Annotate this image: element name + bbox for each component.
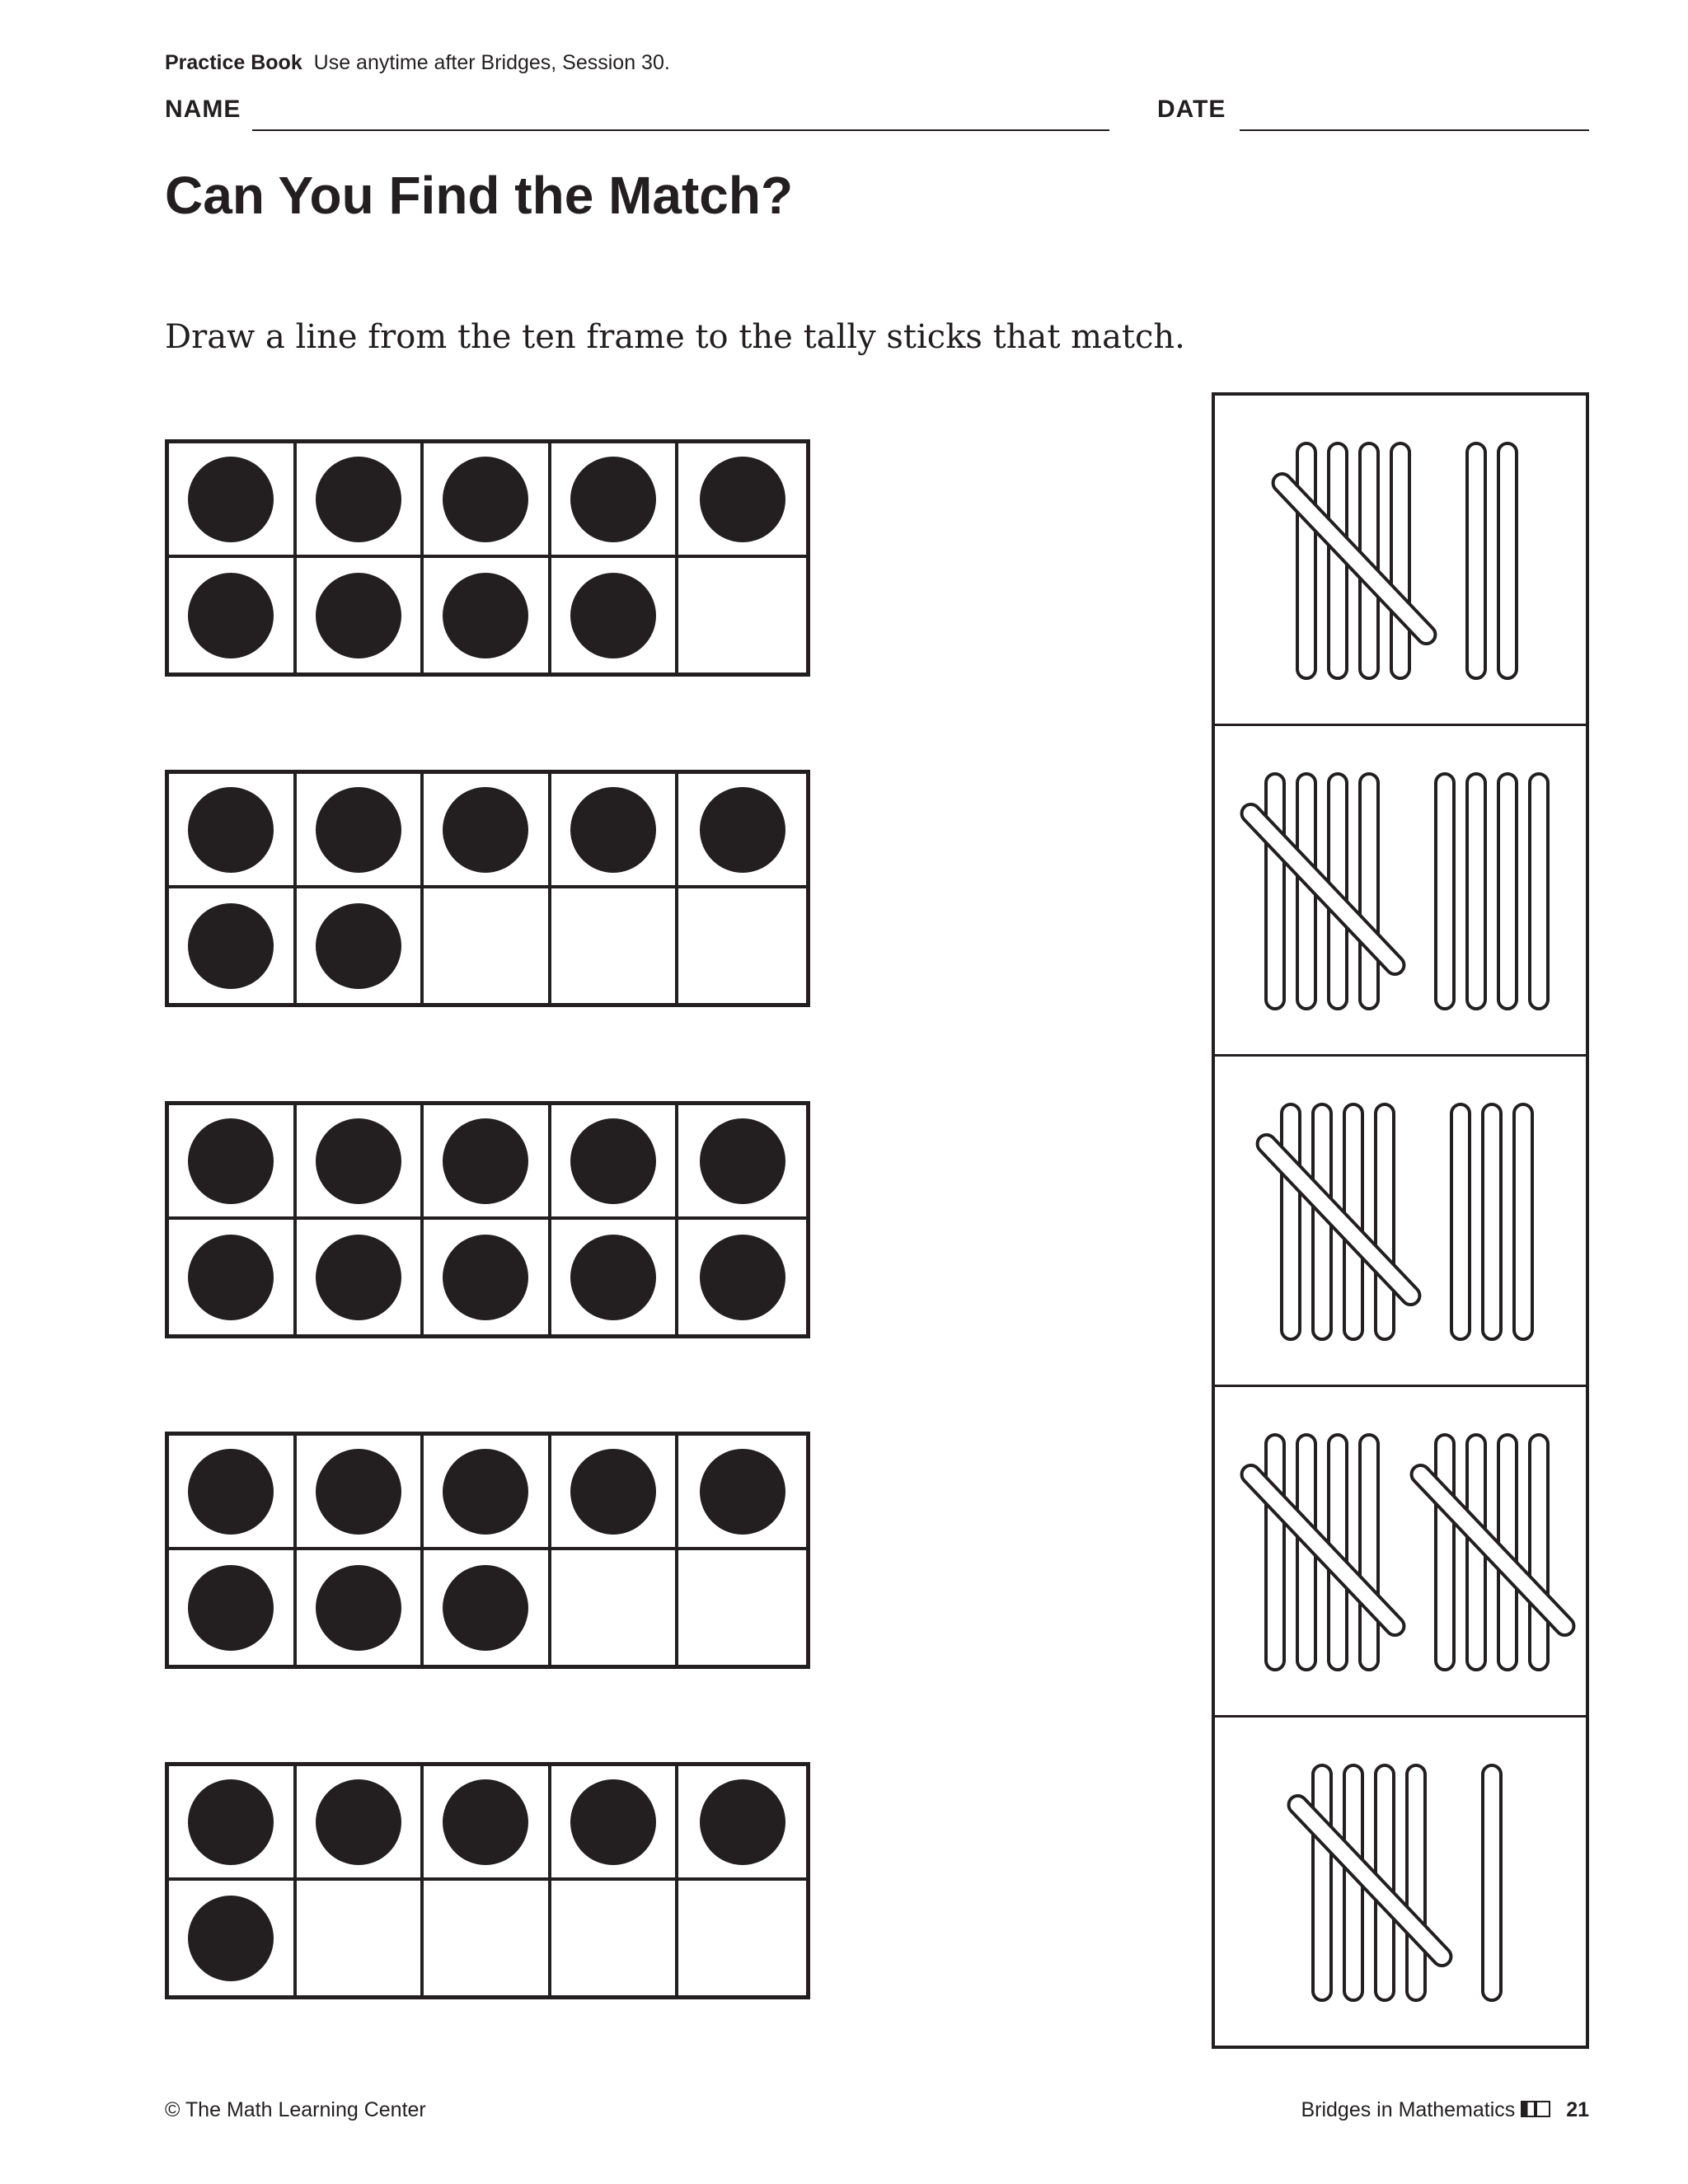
tally-slash: [1238, 800, 1408, 977]
tally-slash: [1285, 1792, 1455, 1969]
counter-dot: [316, 457, 401, 542]
ten-frame-cell: [551, 888, 679, 1003]
counter-dot: [570, 1449, 656, 1535]
ten-frame-cell: [297, 1220, 424, 1334]
ten-frame-cell: [678, 888, 806, 1003]
ten-frame-cell: [551, 1766, 679, 1881]
ten-frame-cell: [551, 1436, 679, 1550]
ten-frame-cell: [169, 774, 297, 888]
ten-frame-cell: [678, 558, 806, 673]
ten-frame-cell: [297, 774, 424, 888]
tally-sticks: [1215, 726, 1586, 1057]
counter-dot: [316, 1235, 401, 1320]
tally-stick: [1514, 1104, 1532, 1339]
tally-stick: [1467, 774, 1485, 1009]
counter-dot: [188, 1565, 274, 1651]
ten-frame-cell: [169, 1436, 297, 1550]
ten-frame[interactable]: [165, 770, 810, 1007]
tally-column: [1212, 392, 1589, 2049]
counter-dot: [316, 787, 401, 873]
counter-dot: [188, 1118, 274, 1204]
tally-stick: [1467, 443, 1485, 678]
ten-frame-cell: [678, 1550, 806, 1665]
tally-box[interactable]: [1215, 1718, 1586, 2048]
tally-stick: [1376, 1104, 1394, 1339]
series-name: Bridges in Mathematics: [1301, 2098, 1516, 2121]
tally-sticks: [1215, 396, 1586, 726]
counter-dot: [316, 573, 401, 658]
counter-dot: [188, 1896, 274, 1981]
ten-frame-cell: [551, 1550, 679, 1665]
counter-dot: [700, 1779, 785, 1865]
ten-frame-cell: [678, 774, 806, 888]
tally-stick: [1313, 1765, 1331, 2000]
ten-frame-cell: [297, 888, 424, 1003]
tally-box[interactable]: [1215, 1387, 1586, 1718]
tally-stick: [1360, 774, 1378, 1009]
tally-stick: [1297, 443, 1315, 678]
counter-dot: [188, 903, 274, 989]
ten-frame-cell: [424, 1881, 551, 1995]
counter-dot: [443, 1779, 528, 1865]
counter-dot: [700, 787, 785, 873]
ten-frame-cell: [297, 1881, 424, 1995]
book-label: Practice Book: [165, 51, 302, 74]
tally-stick: [1436, 1435, 1454, 1670]
tally-stick: [1483, 1765, 1501, 2000]
ten-frame-cell: [678, 1766, 806, 1881]
ten-frame-cell: [424, 888, 551, 1003]
tally-sticks: [1215, 1387, 1586, 1718]
ten-frame-cell: [297, 443, 424, 558]
name-label: NAME: [165, 96, 241, 123]
ten-frame-cell: [424, 1436, 551, 1550]
counter-dot: [443, 787, 528, 873]
tally-stick: [1530, 774, 1548, 1009]
tally-stick: [1530, 1435, 1548, 1670]
tally-sticks: [1215, 1057, 1586, 1387]
ten-frame-cell: [424, 1220, 551, 1334]
counter-dot: [316, 1118, 401, 1204]
tally-slash: [1408, 1461, 1578, 1638]
ten-frame[interactable]: [165, 1762, 810, 1999]
tally-box[interactable]: [1215, 396, 1586, 726]
ten-frame-cell: [678, 443, 806, 558]
tally-stick: [1360, 1435, 1378, 1670]
counter-dot: [570, 573, 656, 658]
ten-frame-cell: [169, 1550, 297, 1665]
counter-dot: [316, 903, 401, 989]
counter-dot: [316, 1449, 401, 1535]
counter-dot: [443, 457, 528, 542]
book-note: Use anytime after Bridges, Session 30.: [313, 51, 670, 74]
date-label: DATE: [1157, 96, 1226, 123]
ten-frame-cell: [297, 1105, 424, 1220]
ten-frame[interactable]: [165, 439, 810, 677]
counter-dot: [443, 1118, 528, 1204]
counter-dot: [700, 1118, 785, 1204]
tally-stick: [1498, 774, 1517, 1009]
ten-frame-cell: [424, 443, 551, 558]
ten-frame-cell: [551, 443, 679, 558]
tally-stick: [1483, 1104, 1501, 1339]
ten-frame-cell: [169, 1220, 297, 1334]
ten-frame-cell: [678, 1436, 806, 1550]
ten-frame-cell: [424, 1550, 551, 1665]
header-practice-book: [165, 51, 670, 75]
tally-slash: [1254, 1131, 1423, 1308]
ten-frame-cell: [678, 1105, 806, 1220]
counter-dot: [700, 457, 785, 542]
ten-frame-cell: [551, 558, 679, 673]
tally-stick: [1391, 443, 1409, 678]
page-title: Can You Find the Match?: [165, 166, 794, 225]
counter-dot: [443, 1565, 528, 1651]
counter-dot: [188, 787, 274, 873]
instructions: Draw a line from the ten frame to the tally sticks that match.: [165, 318, 1185, 356]
tally-stick: [1266, 774, 1284, 1009]
date-field[interactable]: [1240, 129, 1589, 131]
page-number: 21: [1566, 2098, 1589, 2121]
ten-frame-cell: [169, 888, 297, 1003]
ten-frame-cell: [169, 1766, 297, 1881]
counter-dot: [570, 1779, 656, 1865]
tally-slash: [1238, 1461, 1408, 1638]
tally-stick: [1436, 774, 1454, 1009]
ten-frame-cell: [424, 774, 551, 888]
ten-frame-cell: [169, 1105, 297, 1220]
counter-dot: [570, 787, 656, 873]
ten-frame[interactable]: [165, 1432, 810, 1669]
ten-frame-cell: [169, 558, 297, 673]
counter-dot: [443, 1449, 528, 1535]
name-field[interactable]: [252, 129, 1109, 131]
tally-stick: [1498, 443, 1517, 678]
counter-dot: [443, 573, 528, 658]
counter-dot: [188, 1235, 274, 1320]
ten-frame-cell: [297, 558, 424, 673]
ten-frame-cell: [551, 1881, 679, 1995]
counter-dot: [188, 457, 274, 542]
tally-stick: [1282, 1104, 1300, 1339]
counter-dot: [188, 1779, 274, 1865]
counter-dot: [570, 457, 656, 542]
tally-stick: [1266, 1435, 1284, 1670]
counter-dot: [700, 1235, 785, 1320]
ten-frame-cell: [297, 1766, 424, 1881]
counter-dot: [188, 1449, 274, 1535]
tally-box[interactable]: [1215, 726, 1586, 1057]
ten-frame-cell: [551, 1105, 679, 1220]
ten-frame-cell: [551, 774, 679, 888]
ten-frame-cell: [424, 558, 551, 673]
tally-sticks: [1215, 1718, 1586, 2048]
ten-frame-cell: [678, 1220, 806, 1334]
tally-box[interactable]: [1215, 1057, 1586, 1387]
counter-dot: [570, 1118, 656, 1204]
counter-dot: [316, 1779, 401, 1865]
tally-stick: [1451, 1104, 1470, 1339]
ten-frame-cell: [297, 1436, 424, 1550]
series-icon: [1521, 2098, 1550, 2121]
ten-frame-cell: [551, 1220, 679, 1334]
ten-frame-cell: [424, 1105, 551, 1220]
tally-stick: [1407, 1765, 1425, 2000]
ten-frame-cell: [424, 1766, 551, 1881]
counter-dot: [188, 573, 274, 658]
footer-copyright: © The Math Learning Center: [165, 2098, 426, 2121]
counter-dot: [443, 1235, 528, 1320]
ten-frame-cell: [297, 1550, 424, 1665]
footer-series: [1301, 2098, 1589, 2122]
ten-frame-cell: [169, 1881, 297, 1995]
ten-frame-cell: [169, 443, 297, 558]
ten-frame[interactable]: [165, 1101, 810, 1338]
counter-dot: [700, 1449, 785, 1535]
counter-dot: [570, 1235, 656, 1320]
counter-dot: [316, 1565, 401, 1651]
tally-slash: [1269, 470, 1439, 647]
ten-frame-cell: [678, 1881, 806, 1995]
